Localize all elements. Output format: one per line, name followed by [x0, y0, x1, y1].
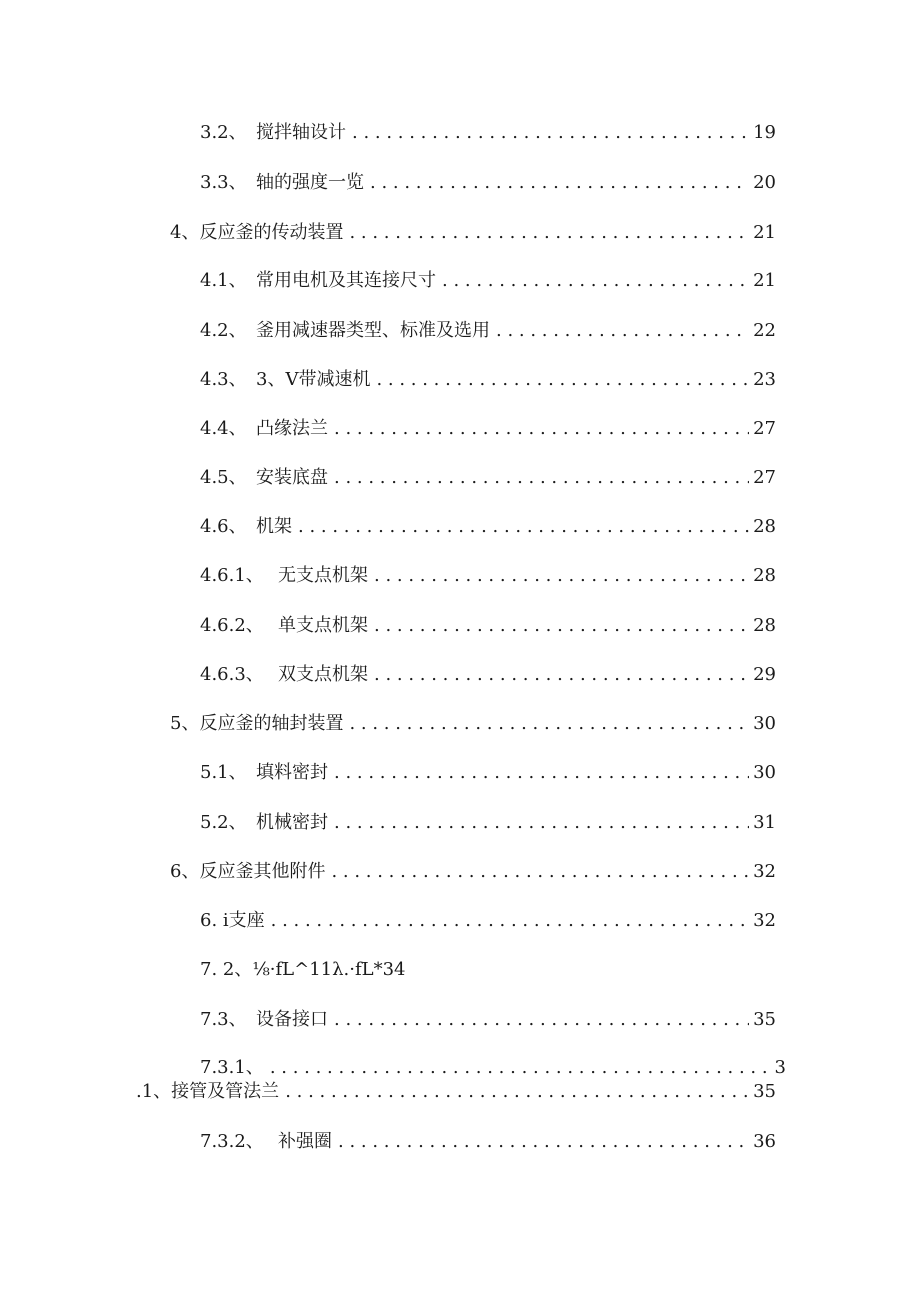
toc-dot-leader	[285, 1079, 749, 1105]
toc-dot-leader	[442, 268, 749, 294]
toc-chapter[interactable]	[170, 859, 776, 885]
toc-entry-number: 4.6.3、	[200, 664, 264, 685]
toc-entry-page: 27	[753, 418, 776, 439]
toc-entry-number: 4.2、	[200, 320, 247, 341]
toc-entry-number: 7.3.2、	[200, 1131, 264, 1152]
toc-entry-number: 4.4、	[200, 418, 247, 439]
toc-entry-title: 填料密封	[256, 762, 328, 783]
toc-dot-leader	[334, 810, 749, 836]
toc-entry-page: 19	[753, 122, 776, 143]
toc-dot-leader	[270, 1055, 771, 1081]
toc-entry[interactable]	[200, 1007, 776, 1033]
toc-entry-number: 3.2、	[200, 122, 247, 143]
toc-entry-page: 36	[753, 1131, 776, 1152]
toc-dot-leader	[271, 908, 749, 934]
toc-entry-number: 7.3.1、	[200, 1057, 264, 1078]
toc-entry-page: 20	[753, 172, 776, 193]
toc-entry-page: 21	[753, 270, 776, 291]
toc-dot-leader	[334, 1007, 749, 1033]
toc-dot-leader	[370, 170, 749, 196]
toc-entry[interactable]	[200, 367, 776, 393]
toc-entry-number: 5.2、	[200, 812, 247, 833]
toc-entry-page: 32	[753, 910, 776, 931]
toc-dot-leader	[331, 859, 749, 885]
toc-subentry-wrapped[interactable]	[200, 1055, 786, 1081]
toc-entry-title: 常用电机及其连接尺寸	[256, 270, 436, 291]
toc-entry[interactable]	[200, 416, 776, 442]
toc-entry[interactable]	[200, 760, 776, 786]
toc-entry-number: 4.6.1、	[200, 565, 264, 586]
toc-entry-title: 无支点机架	[278, 565, 368, 586]
toc-entry-page: 21	[753, 222, 776, 243]
toc-entry-number: 4.5、	[200, 467, 247, 488]
toc-chapter[interactable]	[170, 711, 776, 737]
toc-entry-page: 28	[753, 615, 776, 636]
toc-entry-title: 补强圈	[278, 1131, 332, 1152]
toc-entry-title: 安装底盘	[256, 467, 328, 488]
toc-entry-title: 6、反应釜其他附件	[170, 861, 326, 882]
toc-entry-title: 双支点机架	[278, 664, 368, 685]
toc-entry[interactable]	[200, 170, 776, 196]
toc-entry-page: 27	[753, 467, 776, 488]
toc-entry-title: 4、反应釜的传动装置	[170, 222, 344, 243]
toc-entry-page: 29	[753, 664, 776, 685]
toc-entry-number: 4.6.2、	[200, 615, 264, 636]
toc-dot-leader	[334, 416, 749, 442]
toc-entry-number: 4.6、	[200, 516, 247, 537]
toc-entry-title: .1、接管及管法兰	[136, 1081, 280, 1102]
toc-dot-leader	[374, 613, 749, 639]
toc-entry-title: 设备接口	[256, 1009, 328, 1030]
toc-entry[interactable]	[200, 465, 776, 491]
toc-dot-leader	[352, 120, 749, 146]
toc-dot-leader	[374, 662, 749, 688]
toc-subentry[interactable]	[200, 1129, 776, 1155]
toc-entry-number: 7.3、	[200, 1009, 247, 1030]
toc-dot-leader	[334, 465, 749, 491]
toc-entry-page: 35	[753, 1081, 776, 1102]
toc-entry[interactable]	[200, 810, 776, 836]
toc-dot-leader	[298, 514, 749, 540]
toc-entry-page: 30	[753, 762, 776, 783]
toc-entry-title: 凸缘法兰	[256, 418, 328, 439]
toc-subentry[interactable]	[200, 563, 776, 589]
toc-dot-leader	[334, 760, 749, 786]
toc-garbled-line: 7. 2、⅛·fL^11λ.·fL*34	[200, 959, 406, 980]
toc-entry-title: 釜用减速器类型、标准及选用	[256, 320, 490, 341]
toc-entry-page: 35	[753, 1009, 776, 1030]
toc-subentry[interactable]	[200, 662, 776, 688]
toc-entry-page: 22	[753, 320, 776, 341]
toc-dot-leader	[349, 220, 749, 246]
toc-chapter[interactable]	[170, 220, 776, 246]
toc-dot-leader	[349, 711, 749, 737]
toc-entry-title: 5、反应釜的轴封装置	[170, 713, 344, 734]
toc-entry-page: 3	[774, 1057, 786, 1078]
toc-entry-title: 6. i支座	[200, 910, 265, 931]
toc-entry-page: 23	[753, 369, 776, 390]
toc-entry-number: 5.1、	[200, 762, 247, 783]
toc-entry-title: 轴的强度一览	[256, 172, 364, 193]
toc-dot-leader	[376, 367, 749, 393]
toc-entry-number: 4.1、	[200, 270, 247, 291]
toc-entry-title: 搅拌轴设计	[256, 122, 346, 143]
toc-entry[interactable]	[200, 268, 776, 294]
toc-entry-page: 32	[753, 861, 776, 882]
toc-entry-title: 3、V带减速机	[256, 369, 371, 390]
toc-dot-leader	[338, 1129, 749, 1155]
toc-entry-page: 30	[753, 713, 776, 734]
toc-subentry-continuation[interactable]	[136, 1079, 776, 1105]
toc-entry-title: 单支点机架	[278, 615, 368, 636]
toc-entry[interactable]	[200, 514, 776, 540]
toc-entry-number: 4.3、	[200, 369, 247, 390]
toc-entry-page: 31	[753, 812, 776, 833]
toc-dot-leader	[374, 563, 749, 589]
toc-entry-page: 28	[753, 565, 776, 586]
toc-dot-leader	[496, 318, 749, 344]
toc-entry-page: 28	[753, 516, 776, 537]
toc-entry[interactable]	[200, 908, 776, 934]
toc-entry-title: 机架	[256, 516, 292, 537]
toc-entry[interactable]	[200, 120, 776, 146]
toc-entry-title: 机械密封	[256, 812, 328, 833]
toc-entry[interactable]	[200, 318, 776, 344]
toc-subentry[interactable]	[200, 613, 776, 639]
toc-entry-number: 3.3、	[200, 172, 247, 193]
